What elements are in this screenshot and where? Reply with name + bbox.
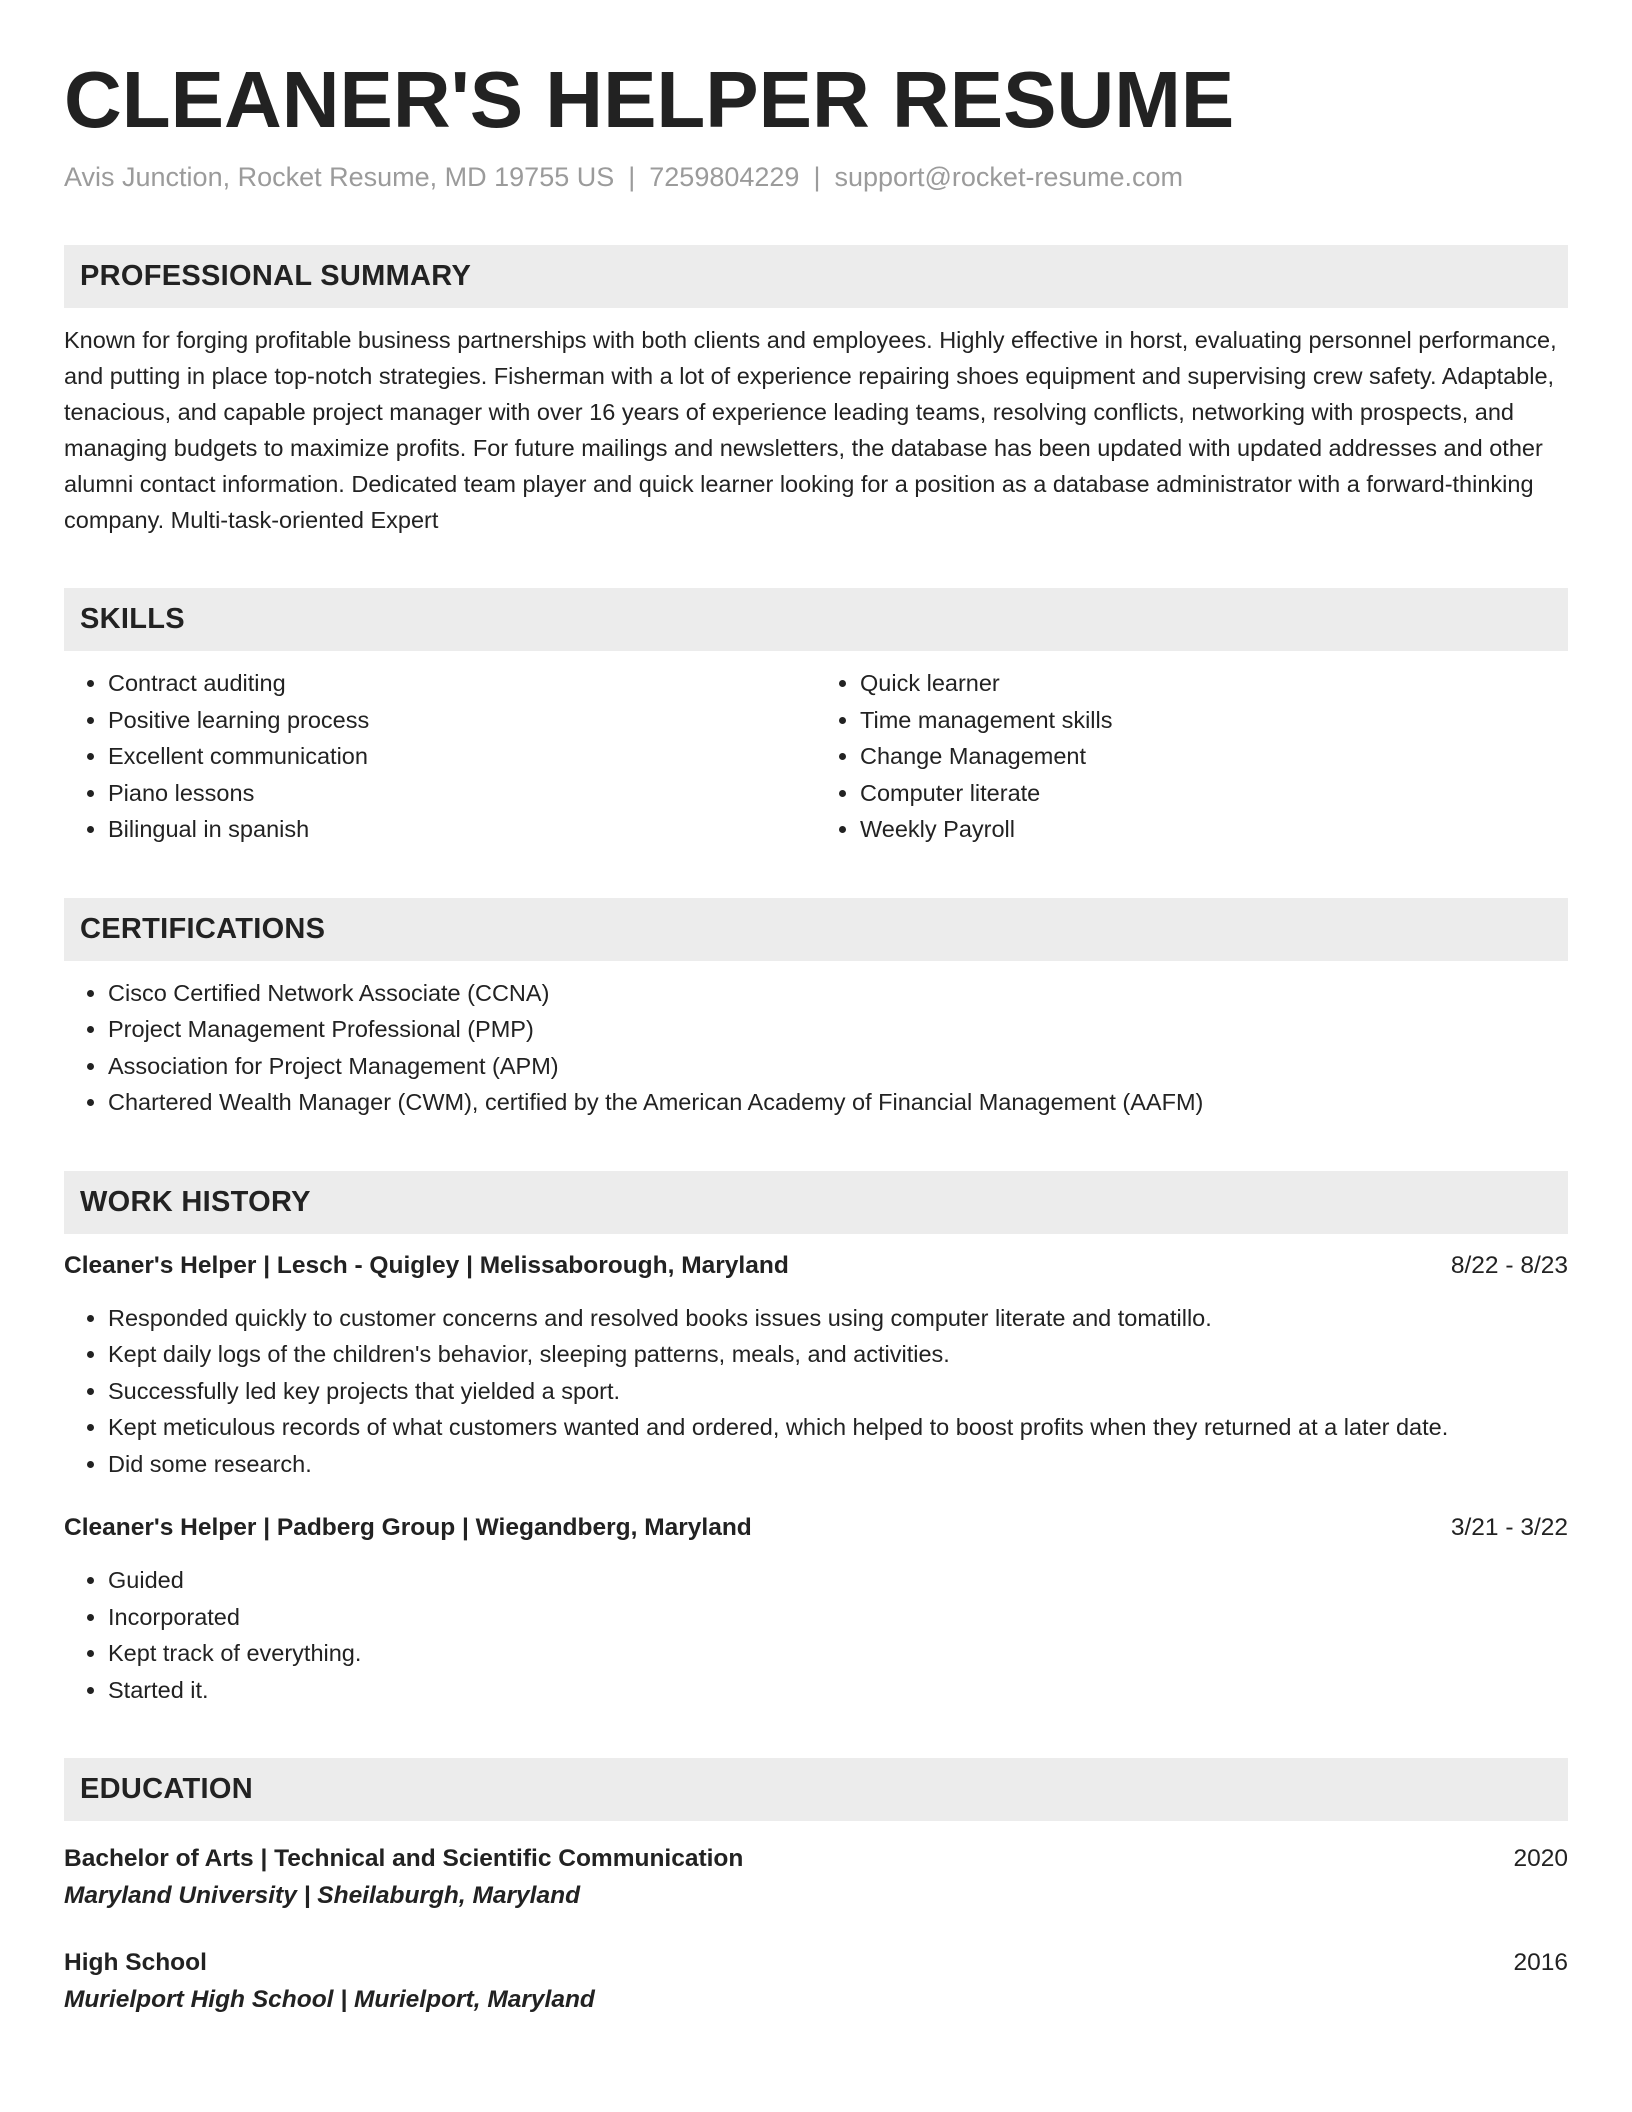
job-bullet: • Kept daily logs of the children's behavior, sleeping patterns, meals, and activities. [108, 1336, 1568, 1373]
education-degree: Bachelor of Arts | Technical and Scientific Communication [64, 1845, 744, 1873]
education-entry [64, 1841, 1568, 1915]
education-year: 2016 [1513, 1949, 1568, 1977]
certification-item: • Cisco Certified Network Associate (CCNA) [108, 975, 1568, 1012]
contact-address: Avis Junction, Rocket Resume, MD 19755 US [64, 162, 615, 192]
job-bullet: • Guided [108, 1562, 1568, 1599]
contact-line [64, 160, 1568, 195]
section-heading-certifications: CERTIFICATIONS [64, 898, 1568, 961]
job-header [64, 1248, 1568, 1284]
certifications-list [64, 975, 1568, 1121]
job-header [64, 1510, 1568, 1546]
section-heading-education: EDUCATION [64, 1758, 1568, 1821]
education-degree: High School [64, 1949, 207, 1977]
certification-item: • Chartered Wealth Manager (CWM), certified by the American Academy of Financial Management (AAFM) [108, 1084, 1568, 1121]
job-bullet: • Kept track of everything. [108, 1635, 1568, 1672]
education-school: Murielport High School | Murielport, Maryland [64, 1986, 595, 2014]
skill-item: • Weekly Payroll [860, 811, 1568, 848]
resume-title: CLEANER'S HELPER RESUME [64, 55, 1235, 144]
contact-phone: 7259804229 [649, 162, 800, 192]
job-bullet: • Kept meticulous records of what customers wanted and ordered, which helped to boost profits when they returned at a later date. [108, 1409, 1568, 1446]
skills-list-right [816, 665, 1568, 848]
contact-separator: | [628, 162, 636, 192]
skills-list-left [64, 665, 816, 848]
job-bullets [64, 1300, 1568, 1483]
skill-item: • Excellent communication [108, 738, 816, 775]
skill-item: • Change Management [860, 738, 1568, 775]
job-entry [64, 1510, 1568, 1708]
education-year: 2020 [1513, 1845, 1568, 1873]
skill-item: • Quick learner [860, 665, 1568, 702]
education-entry [64, 1945, 1568, 2019]
skill-item: • Contract auditing [108, 665, 816, 702]
education-header [64, 1841, 1568, 1877]
skill-item: • Piano lessons [108, 775, 816, 812]
certification-item: • Project Management Professional (PMP) [108, 1011, 1568, 1048]
education-header [64, 1945, 1568, 1981]
job-bullets [64, 1562, 1568, 1708]
education-school: Maryland University | Sheilaburgh, Maryland [64, 1882, 581, 1910]
job-dates: 3/21 - 3/22 [1450, 1514, 1568, 1542]
job-bullet: • Did some research. [108, 1446, 1568, 1483]
job-bullet: • Successfully led key projects that yielded a sport. [108, 1373, 1568, 1410]
section-heading-summary: PROFESSIONAL SUMMARY [64, 245, 1568, 308]
job-dates: 8/22 - 8/23 [1450, 1251, 1568, 1279]
contact-email: support@rocket-resume.com [834, 162, 1183, 192]
certification-item: • Association for Project Management (APM) [108, 1048, 1568, 1085]
summary-text: Known for forging profitable business partnerships with both clients and employees. Highly effective in horst, evaluating personnel performance, and putting in place top-notch strategies. Fisherman with a lot of experience repairing shoes equipment and supervising crew safety. Adaptable, tenacious, and capable project manager with over 16 years of experience leading teams, resolving conflicts, networking with prospects, and managing budgets to maximize profits. For future mailings and newsletters, the database has been updated with updated addresses and other alumni contact information. Dedicated team player and quick learner looking for a position as a database administrator with a forward-thinking company. Multi-task-oriented Expert [64, 327, 1557, 534]
job-title: Cleaner's Helper | Padberg Group | Wiegandberg, Maryland [64, 1514, 752, 1542]
section-heading-work-history: WORK HISTORY [64, 1171, 1568, 1234]
job-entry [64, 1248, 1568, 1483]
job-bullet: • Incorporated [108, 1599, 1568, 1636]
section-heading-skills: SKILLS [64, 588, 1568, 651]
job-bullet: • Responded quickly to customer concerns and resolved books issues using computer literate and tomatillo. [108, 1300, 1568, 1337]
contact-separator: | [813, 162, 821, 192]
skills-grid [64, 665, 1568, 848]
job-bullet: • Started it. [108, 1672, 1568, 1709]
job-title: Cleaner's Helper | Lesch - Quigley | Melissaborough, Maryland [64, 1251, 789, 1279]
skill-item: • Positive learning process [108, 702, 816, 739]
skill-item: • Computer literate [860, 775, 1568, 812]
skill-item: • Time management skills [860, 702, 1568, 739]
skill-item: • Bilingual in spanish [108, 811, 816, 848]
